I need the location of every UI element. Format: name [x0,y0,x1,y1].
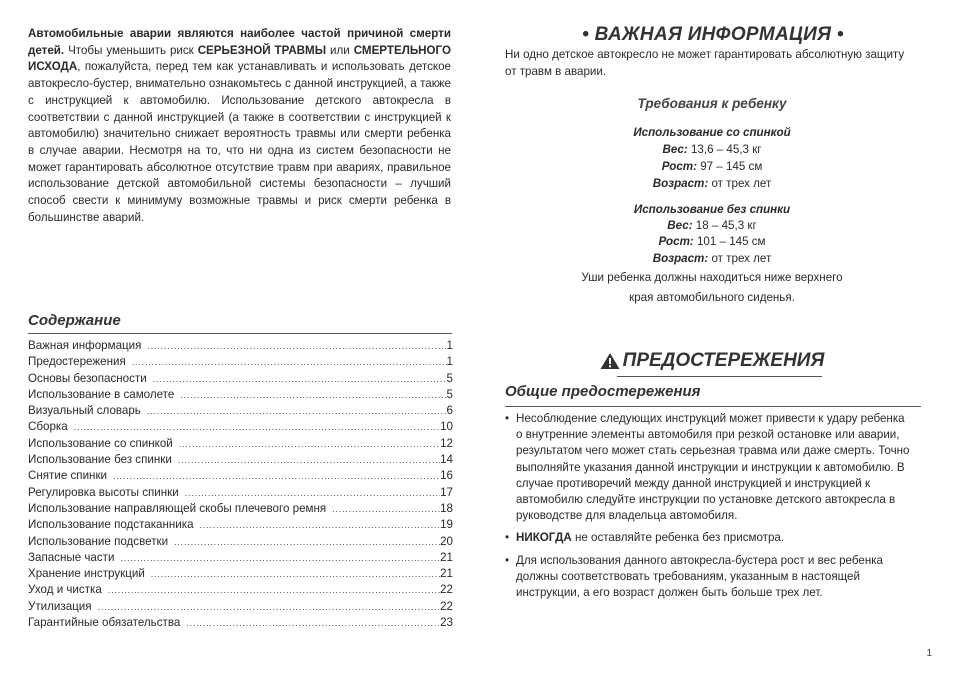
toc-item-page: 12 [440,436,453,450]
toc-leader-dots [179,437,440,451]
without-back-height: Рост: 101 – 145 см [658,235,766,249]
toc-item [28,583,453,599]
toc-item-page: 18 [440,501,453,515]
ears-note-line: Уши ребенка должны находиться ниже верхнего [581,271,843,284]
table-of-contents [28,339,453,632]
toc-item-page: 5 [446,371,453,385]
toc-item-label: Использование подстаканника [28,518,194,532]
contents-heading: Содержание [28,312,121,329]
toc-item-page: 19 [440,518,453,532]
toc-item-page: 21 [440,567,453,581]
toc-leader-dots [186,616,440,630]
toc-item-label: Использование без спинки [28,453,172,467]
bullet: • [505,531,510,545]
toc-item-label: Гарантийные обязательства [28,616,181,630]
toc-leader-dots [74,420,440,434]
toc-item-label: Предостережения [28,355,126,369]
toc-item-page: 1 [446,339,453,352]
toc-item [28,567,453,583]
toc-item [28,355,453,371]
toc-leader-dots [185,486,440,500]
toc-item-label: Использование подсветки [28,534,169,548]
warning-emphasis: НИКОГДА [516,531,572,545]
warnings-heading [505,350,919,372]
warning-text: Несоблюдение следующих инструкций может привести к удару ребенка о внутренние элементы автомобиля при резкой остановке или аварии, результатом чего может стать серьезная травма или даже смерть. Точно выполняйте указания данной инструкции и инструкции к автомобилю. В случае противоречий между данной инструкцией и инструкцией к автомобилю следуйте инструкции по установке детского автокресла в руководстве для владельца автомобиля. [516,412,910,523]
bullet: • [505,412,510,425]
general-warnings-heading: Общие предостережения [505,383,701,400]
toc-item-label: Визуальный словарь [28,404,141,418]
requirements-without-back [505,202,919,267]
toc-item-page: 22 [440,583,453,597]
warning-text: не оставляйте ребенка без присмотра. [571,531,785,545]
toc-item-page: 22 [440,599,453,613]
toc-leader-dots [147,404,447,418]
toc-item-page: 17 [440,485,453,499]
with-back-age: Возраст: от трех лет [652,176,772,190]
toc-item-label: Регулировка высоты спинки [28,485,179,499]
without-back-weight: Вес: 18 – 45,3 кг [667,219,757,233]
toc-item-label: Хранение инструкций [28,567,145,581]
toc-item-page: 14 [440,453,453,467]
toc-item-label: Утилизация [28,599,92,613]
toc-leader-dots [332,502,440,516]
toc-item [28,372,453,388]
intro-emphasis-death: СМЕРТЕЛЬНОГО ИСХОДА [28,43,451,74]
toc-item-page: 16 [440,469,453,483]
with-back-title: Использование со спинкой [633,126,791,139]
with-back-weight: Вес: 13,6 – 45,3 кг [662,142,762,156]
intro-paragraph [28,26,451,226]
warnings-underline [617,376,822,377]
toc-item-page: 10 [440,420,453,434]
toc-item-page: 20 [440,534,453,548]
toc-leader-dots [153,372,447,386]
toc-item [28,502,453,518]
toc-item [28,518,453,534]
toc-item-page: 21 [440,550,453,564]
important-info-text: Ни одно детское автокресло не может гарантировать абсолютную защиту от травм в аварии. [505,48,905,78]
general-warnings-divider [505,406,921,407]
toc-item [28,616,453,632]
toc-item [28,486,453,502]
toc-item [28,404,453,420]
toc-leader-dots [200,518,441,532]
toc-item-page: 1 [446,355,453,369]
toc-leader-dots [151,567,440,581]
intro-text: , пожалуйста, перед тем как устанавливать и использовать детское автокресло-бустер, внимательно ознакомьтесь с данной инструкцией, а также с инструкцией к автомобилю. Использование детского автокресла в соответствии с данной инструкцией (а также в соответствии с инструкцией к автомобилю) значительно снижает вероятность травмы или смерти ребенка в случае аварии. Несмотря на то, что ни одна из систем безопасности не может гарантировать абсолютное отсутствие травм при авариях, правильное использование детской автомобильной системы безопасности – лучший способ свести к минимуму возможные травмы и риск смерти ребенка в большинстве аварий. [28,60,451,224]
toc-leader-dots [178,453,440,467]
toc-item-page: 5 [446,387,453,401]
toc-item [28,339,453,355]
toc-item-page: 6 [446,404,453,418]
page-number: 1 [926,648,932,659]
toc-leader-dots [113,469,440,483]
warnings-list [505,411,910,607]
toc-item [28,388,453,404]
toc-item-label: Важная информация [28,339,142,352]
toc-item-label: Использование в самолете [28,387,175,401]
list-item [505,411,910,524]
toc-item-label: Сборка [28,420,68,434]
toc-leader-dots [174,535,440,549]
toc-leader-dots [180,388,446,402]
warnings-title: ПРЕДОСТЕРЕЖЕНИЯ [622,350,825,371]
bullet: • [505,553,510,567]
requirements-with-back [505,125,919,193]
toc-item-label: Использование направляющей скобы плечевого ремня [28,501,327,515]
list-item [505,553,910,602]
important-info-heading: • ВАЖНАЯ ИНФОРМАЦИЯ • [582,24,844,45]
ears-note-line: края автомобильного сиденья. [629,291,795,304]
toc-leader-dots [132,355,447,369]
toc-item [28,453,453,469]
intro-lead: Автомобильные аварии являются наиболее частой причиной смерти детей. [28,27,451,57]
contents-divider [28,333,452,334]
toc-item-label: Использование со спинкой [28,436,173,450]
toc-leader-dots [120,551,440,565]
without-back-age: Возраст: от трех лет [652,251,772,265]
toc-item [28,535,453,551]
toc-item [28,551,453,567]
toc-item-page: 23 [440,616,453,630]
toc-item-label: Запасные части [28,550,115,564]
without-back-title: Использование без спинки [633,203,791,216]
list-item [505,530,910,546]
toc-item [28,437,453,453]
toc-leader-dots [147,339,446,353]
toc-leader-dots [98,600,441,614]
intro-text: Чтобы уменьшить риск [64,43,198,57]
ears-note [505,268,919,308]
warning-text: Для использования данного автокресла-бустера рост и вес ребенка должны соответствовать требованиям, указанным в настоящей инструкции, а его возраст должен быть больше трех лет. [516,553,883,600]
toc-item [28,600,453,616]
intro-text: или [326,43,354,57]
toc-item [28,420,453,436]
toc-leader-dots [108,583,440,597]
child-requirements-heading: Требования к ребенку [637,96,787,111]
intro-emphasis-injury: СЕРЬЕЗНОЙ ТРАВМЫ [197,43,327,57]
toc-item [28,469,453,485]
toc-item-label: Уход и чистка [28,583,102,597]
warning-triangle-icon [600,352,620,370]
toc-item-label: Снятие спинки [28,469,108,483]
toc-item-label: Основы безопасности [28,371,147,385]
with-back-height: Рост: 97 – 145 см [661,159,763,173]
